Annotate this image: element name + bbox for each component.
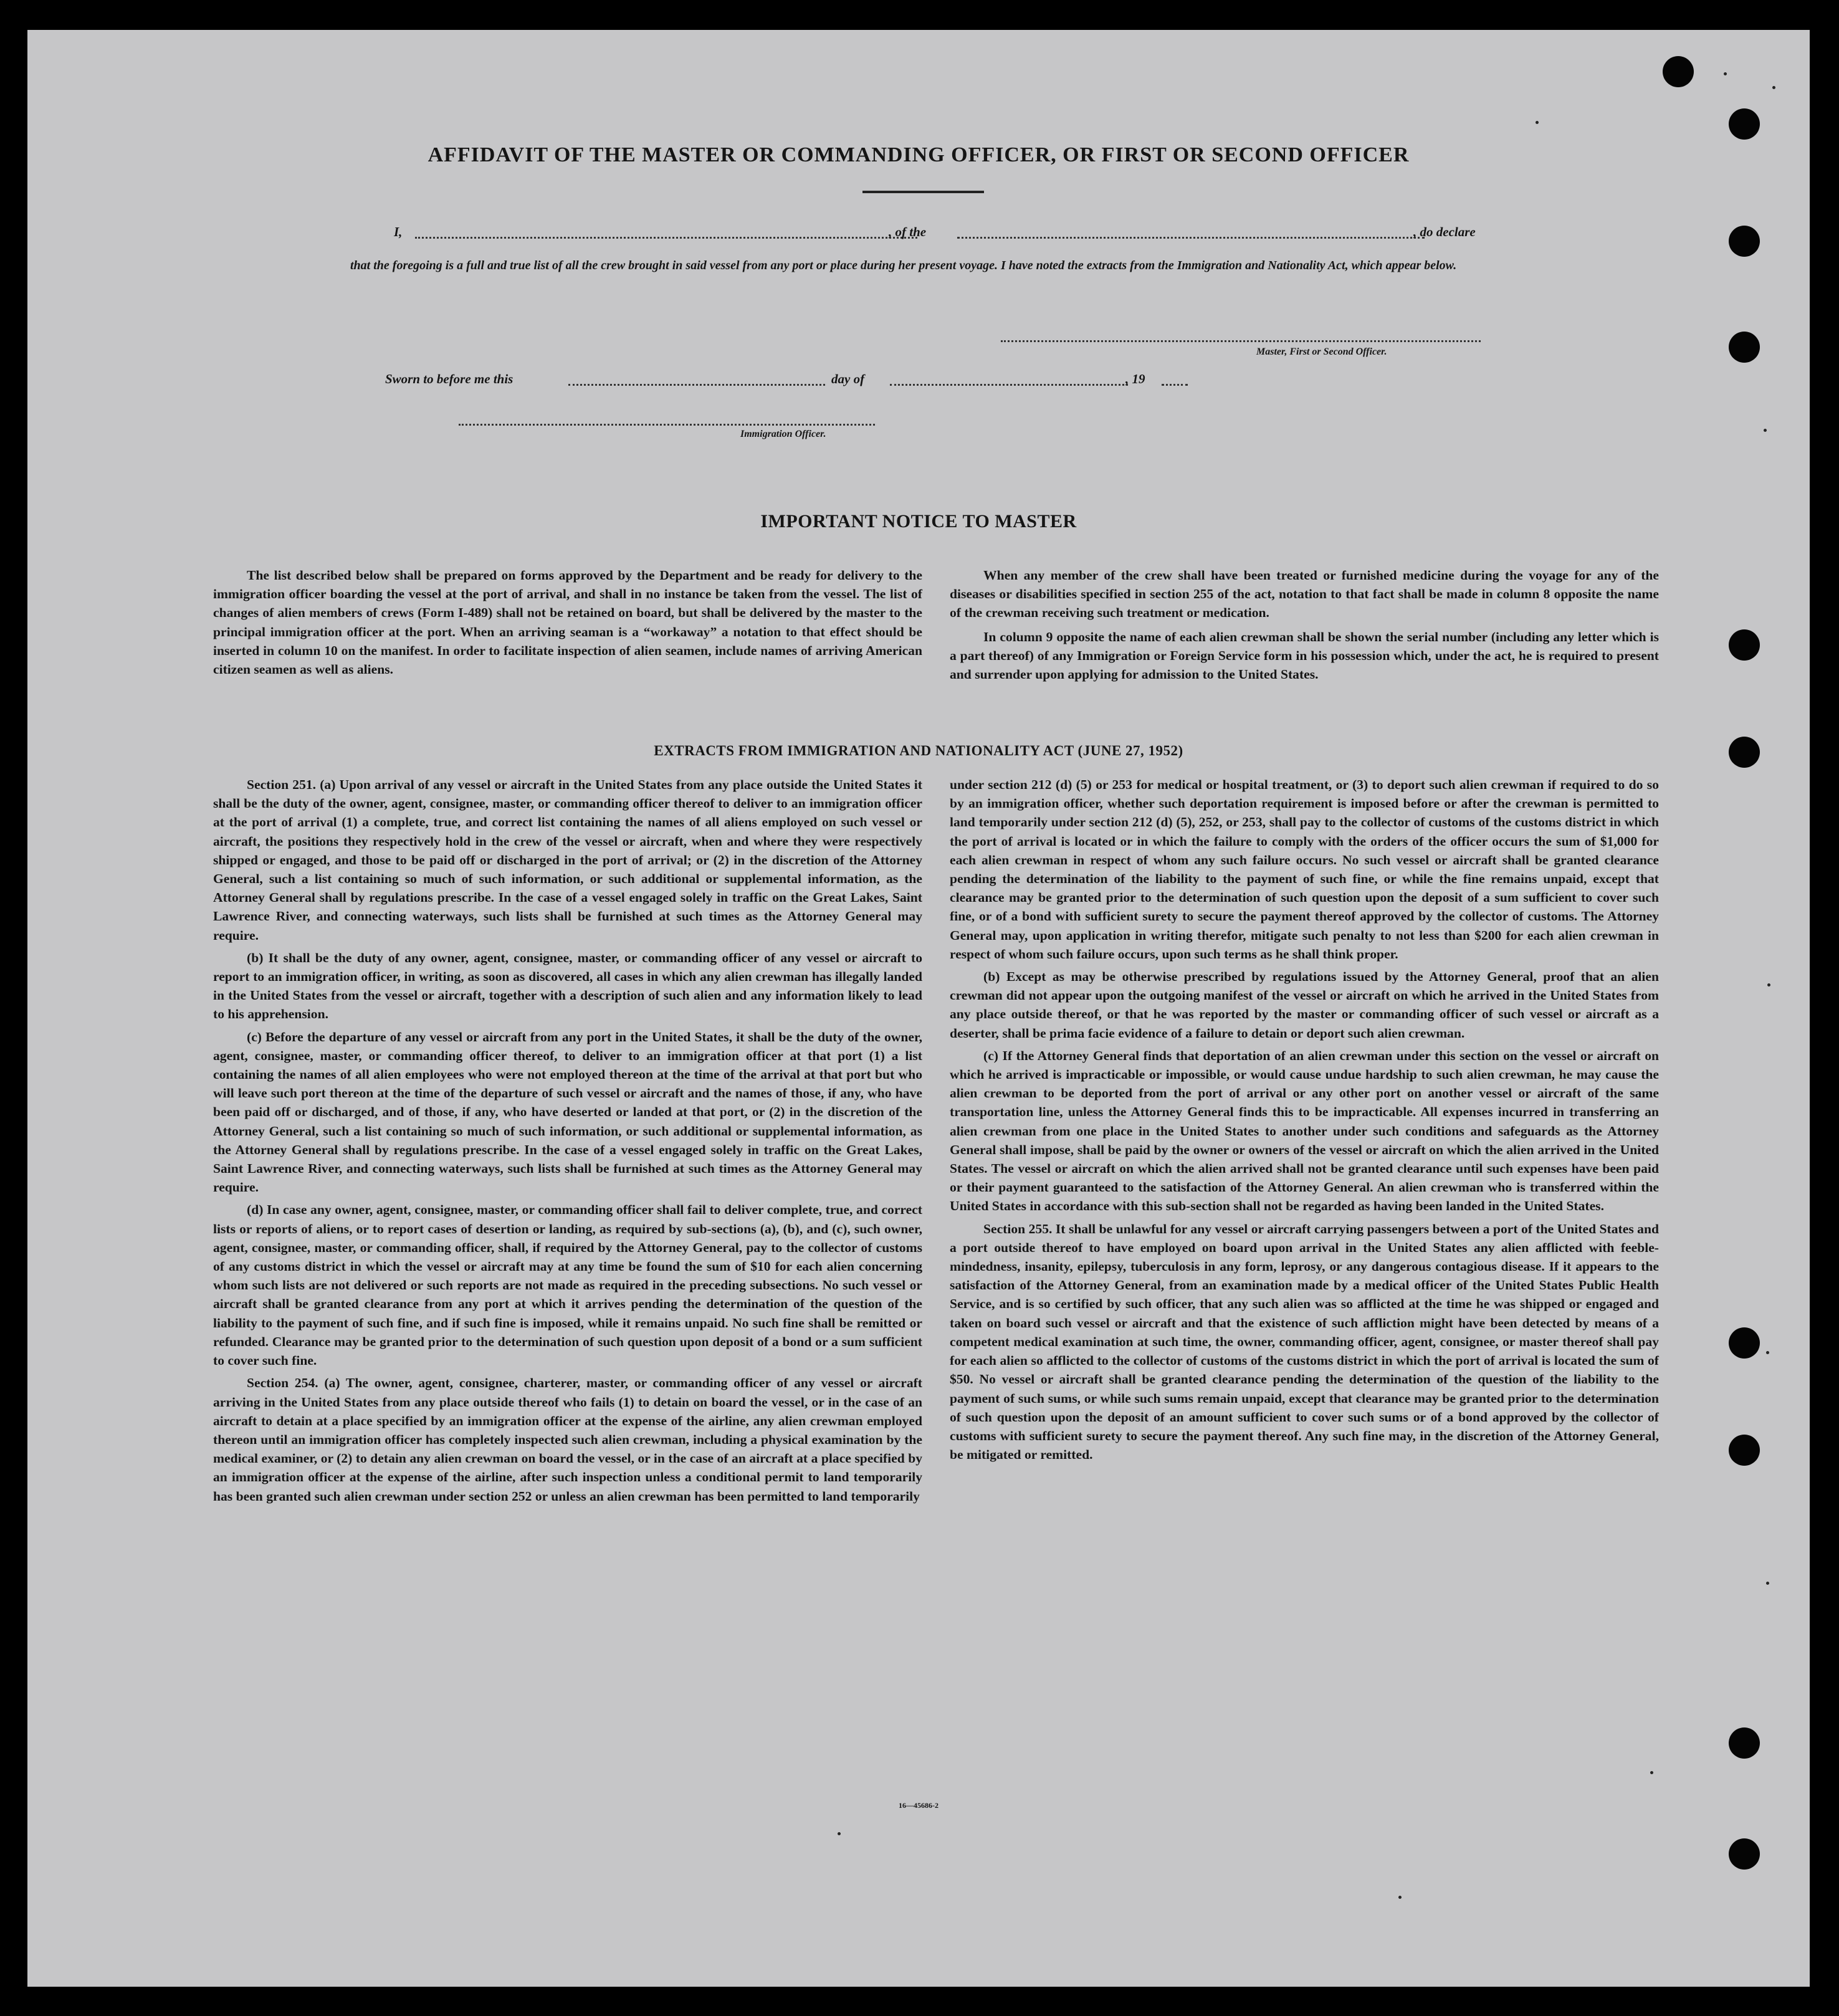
sworn-month-field[interactable] xyxy=(890,384,1128,386)
section-254-a: Section 254. (a) The owner, agent, consignee, charterer, master, or commanding officer of any vessel or aircraft arriving in the United States from any place outside thereof who fails (1) to detain on board the vessel, or in the case of an aircraft to detain at a place specified by an immigration officer at the expense of the airline, any alien crewman employed thereon until an immigration officer has completely inspected such alien crewman, including a physical examination by the medical examiner, or (2) to detain any alien crewman on board the vessel, or in the case of an aircraft at a place specified by an immigration officer at the expense of the airline, after such inspection unless a conditional permit to land temporarily has been granted such alien crewman under section 252 or unless an alien crewman has been permitted to land temporarily xyxy=(213,1375,922,1504)
ink-speck xyxy=(1650,1771,1653,1774)
section-251-c: (c) Before the departure of any vessel or aircraft from any port in the United States, it shall be the duty of the owner, agent, consignee, master, or commanding officer thereof, to deliver to an immigration officer at that port (1) a list containing the names of all alien employees who were not employed thereon at the time of the arrival at that port but who will leave such port thereon at the time of the departure of such vessel or aircraft and the names of those, if any, who have been paid off or discharged, and of those, if any, who have deserted or landed at that port, or (2) in the discretion of the Attorney General, such a list containing so much of such information, or such additional or supplemental information, as the Attorney General shall by regulations prescribe. In the case of a vessel engaged solely in traffic on the Great Lakes, Saint Lawrence River, and connecting waterways, such lists shall be furnished at such times as the Attorney General may require. xyxy=(213,1029,922,1195)
ink-speck xyxy=(838,1832,841,1835)
extracts-left-column xyxy=(213,775,922,1509)
officer-signature-field[interactable] xyxy=(459,424,875,426)
binder-hole xyxy=(1729,226,1760,257)
ink-speck xyxy=(1772,86,1775,89)
affidavit-do-declare-label: , do declare xyxy=(1413,224,1476,239)
section-251-a: Section 251. (a) Upon arrival of any vessel or aircraft in the United States from any place outside the United States it shall be the duty of the owner, agent, consignee, master, or commanding officer thereof to deliver to an immigration officer at the port of arrival (1) a complete, true, and correct list containing the names of all aliens employed on such vessel or aircraft, the positions they respectively hold in the crew of the vessel or aircraft, when and where they were respectively shipped or engaged, and those to be paid off or discharged in the port of arrival; or (2) in the discretion of the Attorney General, such a list containing so much of such information, or such additional or supplemental information, as the Attorney General shall by regulations prescribe. In the case of a vessel engaged solely in traffic on the Great Lakes, Saint Lawrence River, and connecting waterways, such lists shall be furnished at such times as the Attorney General may require. xyxy=(213,777,922,943)
officer-signature-caption: Immigration Officer. xyxy=(740,429,826,439)
affidavit-i-label: I, xyxy=(394,224,403,239)
notice-paragraph: When any member of the crew shall have been treated or furnished medicine during the voyage for any of the diseases or disabilities specified in section 255 of the act, notation to that fact shall be made in column 8 opposite the name of the crewman receiving such treatment or medication. xyxy=(950,568,1659,621)
ink-speck xyxy=(1764,429,1767,432)
notice-left-column xyxy=(213,566,922,684)
extracts-right-column xyxy=(950,775,1659,1468)
year-prefix-label: , 19 xyxy=(1125,371,1145,386)
sworn-label: Sworn to before me this xyxy=(385,371,513,386)
ink-speck xyxy=(1766,1582,1769,1585)
binder-hole xyxy=(1729,1327,1760,1359)
binder-hole xyxy=(1729,108,1760,140)
sworn-year-field[interactable] xyxy=(1162,384,1188,386)
ink-speck xyxy=(1767,983,1770,987)
section-255: Section 255. It shall be unlawful for any vessel or aircraft carrying passengers between a port of the United States and a port outside thereof to have employed on board upon arrival in the United States any alien afflicted with feeble-mindedness, insanity, epilepsy, tuberculosis in any form, leprosy, or any dangerous contagious disease. If it appears to the satisfaction of the Attorney General, from an examination made by a medical officer of the United States Public Health Service, and is so certified by such officer, that any such alien was so afflicted at the time he was shipped or engaged and taken on board such vessel or aircraft and that the existence of such affliction might have been detected by means of a competent medical examination at such time, the owner, commanding officer, agent, consignee, or master thereof shall pay for each alien so afflicted to the collector of customs of the customs district in which the port of arrival is located the sum of $50. No vessel or aircraft shall be granted clearance pending the determination of the question of the liability to the payment of such sums, or while such sums remain unpaid, except that clearance may be granted prior to the determination of such question upon the deposit of an amount sufficient to cover such sums or of a bond approved by the collector of customs with sufficient surety to secure the payment thereof. Any such fine may, in the discretion of the Attorney General, be mitigated or remitted. xyxy=(950,1221,1659,1463)
affidavit-title: AFFIDAVIT OF THE MASTER OR COMMANDING OFFICER, OR FIRST OR SECOND OFFICER xyxy=(428,143,1410,166)
master-name-field[interactable] xyxy=(415,237,917,239)
day-of-label: day of xyxy=(831,371,865,386)
vessel-name-field[interactable] xyxy=(957,237,1425,239)
ink-speck xyxy=(1536,121,1539,124)
section-251-d: (d) In case any owner, agent, consignee, master, or commanding officer shall fail to deliver complete, true, and correct lists or reports of aliens, or to report cases of desertion or landing, as required by sub-sections (a), (b), and (c), such owner, agent, consignee, master, or commanding officer, shall, if required by the Attorney General, pay to the collector of customs of any customs district in which the vessel or aircraft may at any time be found the sum of $10 for each alien concerning whom such lists are not delivered or such reports are not made as required in the preceding subsections. No such vessel or aircraft shall be granted clearance from any port at which it arrives pending the determination of the question of the liability to the payment of such fine, and if such fine is imposed, while it remains unpaid. No such fine shall be remitted or refunded. Clearance may be granted prior to the determination of such question upon deposit of a bond or a sum sufficient to cover such fine. xyxy=(213,1202,922,1369)
notice-right-column xyxy=(950,566,1659,689)
ink-speck xyxy=(1766,1351,1769,1354)
notice-paragraph: The list described below shall be prepared on forms approved by the Department and be ready for delivery to the immigration officer boarding the vessel at the port of arrival, and shall in no instance be taken from the vessel. The list of changes of alien members of crews (Form I-489) shall not be retained on board, but shall be delivered by the master to the principal immigration officer at the port. When an arriving seaman is a “workaway” a notation to that effect should be inserted in column 10 on the manifest. In order to facilitate inspection of alien seamen, include names of arriving American citizen seamen as well as aliens. xyxy=(213,568,922,677)
sworn-day-field[interactable] xyxy=(568,384,825,386)
section-251-b: (b) It shall be the duty of any owner, agent, consignee, master, or commanding officer of any vessel or aircraft to report to an immigration officer, in writing, as soon as discovered, all cases in which any alien crewman has illegally landed in the United States from the vessel or aircraft, together with a description of such alien and any information likely to lead to his apprehension. xyxy=(213,950,922,1022)
binder-hole xyxy=(1729,332,1760,363)
notice-paragraph: In column 9 opposite the name of each alien crewman shall be shown the serial number (including any letter which is a part thereof) of any Immigration or Foreign Service form in his possession which, under the act, he is required to present and surrender upon applying for admission to the United States. xyxy=(950,629,1659,682)
ink-speck xyxy=(1398,1896,1402,1899)
binder-hole xyxy=(1729,1727,1760,1759)
affidavit-declaration-text: that the foregoing is a full and true list of all the crew brought in said vessel from any port or place during her present voyage. I have noted the extracts from the Immigration and Nationality Act, which appear below. xyxy=(350,259,1457,272)
extracts-title: EXTRACTS FROM IMMIGRATION AND NATIONALITY ACT (JUNE 27, 1952) xyxy=(654,743,1183,758)
binder-hole xyxy=(1729,1435,1760,1466)
section-254-a-continued: under section 212 (d) (5) or 253 for medical or hospital treatment, or (3) to deport such alien crewman if required to do so by an immigration officer, whether such deportation requirement is imposed before or after the crewman is permitted to land temporarily under section 212 (d) (5), 252, or 253, shall pay to the collector of customs of the customs district in which the port of arrival is located or in which the failure to comply with the orders of the officer occurs the sum of $1,000 for each alien crewman in respect of whom any such failure occurs. No such vessel or aircraft shall be granted clearance pending the determination of the liability to the payment of such fine, or while the fine remains unpaid, except that clearance may be granted prior to the determination of such question upon the deposit of a sum sufficient to cover such fine, or of a bond with sufficient surety to secure the payment thereof approved by the collector of customs. The Attorney General may, upon application in writing therefor, mitigate such penalty to not less than $200 for each alien crewman in respect of whom such failure occurs, upon such terms as he shall think proper. xyxy=(950,777,1659,962)
binder-hole xyxy=(1729,1838,1760,1870)
ink-speck xyxy=(1724,72,1727,75)
binder-hole xyxy=(1729,629,1760,661)
binder-hole xyxy=(1729,737,1760,768)
section-254-b: (b) Except as may be otherwise prescribed by regulations issued by the Attorney General, proof that an alien crewman did not appear upon the outgoing manifest of the vessel or aircraft on which he arrived in the United States from any place outside thereof, or that he was reported by the master or commanding officer of such vessel or aircraft as a deserter, shall be prima facie evidence of a failure to detain or deport such alien crewman. xyxy=(950,969,1659,1041)
master-signature-field[interactable] xyxy=(1001,340,1481,342)
title-rule xyxy=(862,191,984,193)
notice-title: IMPORTANT NOTICE TO MASTER xyxy=(760,511,1077,532)
section-254-c: (c) If the Attorney General finds that deportation of an alien crewman under this section on the vessel or aircraft on which he arrived is impracticable or impossible, or would cause undue hardship to such alien crewman, he may cause the alien crewman to be deported from the port of arrival or any other port on another vessel or aircraft of the same transportation line, unless the Attorney General finds this to be impracticable. All expenses incurred in transferring an alien crewman from one place in the United States to another under such conditions and safeguards as the Attorney General shall impose, shall be paid by the owner or owners of the vessel or aircraft on which the alien arrived in the United States. The vessel or aircraft on which the alien arrived shall not be granted clearance until such expenses have been paid or their payment guaranteed to the satisfaction of the Attorney General. An alien crewman who is transferred within the United States in accordance with this sub-section shall not be regarded as having been landed in the United States. xyxy=(950,1048,1659,1214)
form-number: 16—45686-2 xyxy=(899,1801,939,1810)
document-page xyxy=(27,30,1810,1987)
affidavit-of-the-label: , of the xyxy=(889,224,927,239)
binder-hole xyxy=(1663,56,1694,87)
master-signature-caption: Master, First or Second Officer. xyxy=(1256,346,1387,357)
